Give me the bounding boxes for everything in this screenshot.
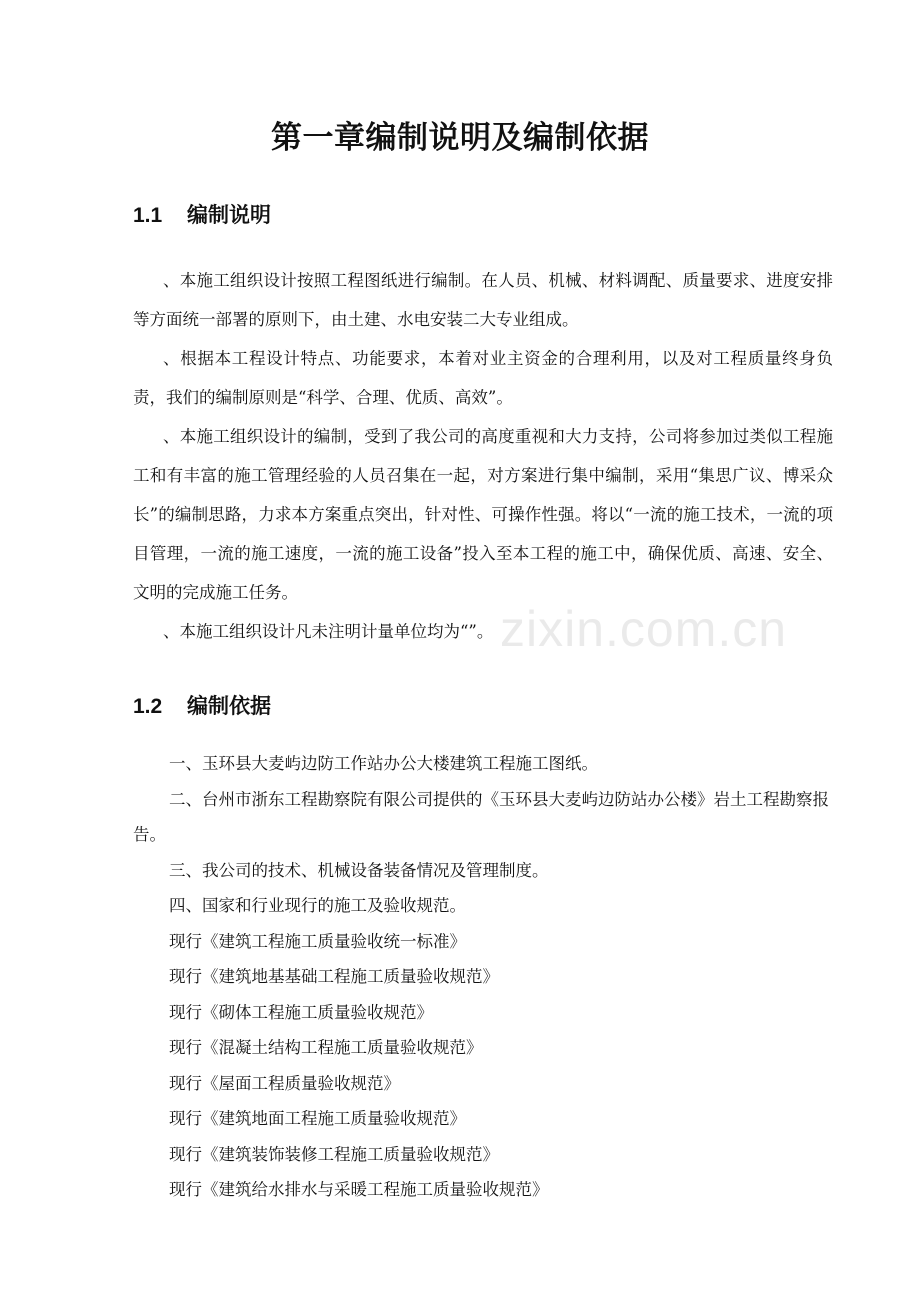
paragraph: 、本施工组织设计的编制，受到了我公司的高度重视和大力支持，公司将参加过类似工程施工和有丰富的施工管理经验的人员召集在一起，对方案进行集中编制，采用“集思广议、博采众长”的编制思路，力求本方案重点突出，针对性、可操作性强。将以“一流的施工技术，一流的项目管理，一流的施工速度，一流的施工设备”投入至本工程的施工中，确保优质、高速、安全、文明的完成施工任务。 — [133, 427, 833, 602]
section-1-1-body — [133, 261, 833, 651]
list-item: 现行《建筑工程施工质量验收统一标准》 — [169, 931, 466, 951]
paragraph: 、本施工组织设计按照工程图纸进行编制。在人员、机械、材料调配、质量要求、进度安排等方面统一部署的原则下，由土建、水电安装二大专业组成。 — [133, 271, 833, 329]
chapter-title: 第一章编制说明及编制依据 — [271, 120, 649, 156]
list-item: 现行《建筑装饰装修工程施工质量验收规范》 — [169, 1144, 499, 1164]
list-item: 现行《建筑给水排水与采暖工程施工质量验收规范》 — [169, 1180, 549, 1199]
list-item: 现行《砌体工程施工质量验收规范》 — [169, 1002, 433, 1022]
list-item: 现行《建筑地基基础工程施工质量验收规范》 — [169, 967, 499, 986]
section-number: 1.1 — [133, 204, 163, 227]
list-item: 一、玉环县大麦屿边防工作站办公大楼建筑工程施工图纸。 — [169, 754, 598, 773]
list-item: 二、台州市浙东工程勘察院有限公司提供的《玉环县大麦屿边防站办公楼》岩土工程勘察报告。 — [133, 789, 829, 844]
list-item: 现行《屋面工程质量验收规范》 — [169, 1073, 400, 1093]
section-title: 编制依据 — [187, 695, 271, 718]
list-item: 三、我公司的技术、机械设备装备情况及管理制度。 — [169, 860, 549, 880]
section-heading-1-1 — [133, 199, 271, 229]
paragraph: 、根据本工程设计特点、功能要求，本着对业主资金的合理利用，以及对工程质量终身负责，我们的编制原则是“科学、合理、优质、高效”。 — [133, 349, 833, 407]
section-1-2-list — [133, 746, 833, 1208]
paragraph: 、本施工组织设计凡未注明计量单位均为“”。 — [163, 622, 494, 641]
list-item: 现行《建筑地面工程施工质量验收规范》 — [169, 1109, 466, 1128]
section-number: 1.2 — [133, 695, 163, 718]
list-item: 现行《混凝土结构工程施工质量验收规范》 — [169, 1038, 483, 1057]
list-item: 四、国家和行业现行的施工及验收规范。 — [169, 896, 466, 915]
section-heading-1-2 — [133, 690, 271, 720]
section-title: 编制说明 — [187, 204, 271, 227]
watermark: zixin.com.cn — [500, 601, 788, 657]
